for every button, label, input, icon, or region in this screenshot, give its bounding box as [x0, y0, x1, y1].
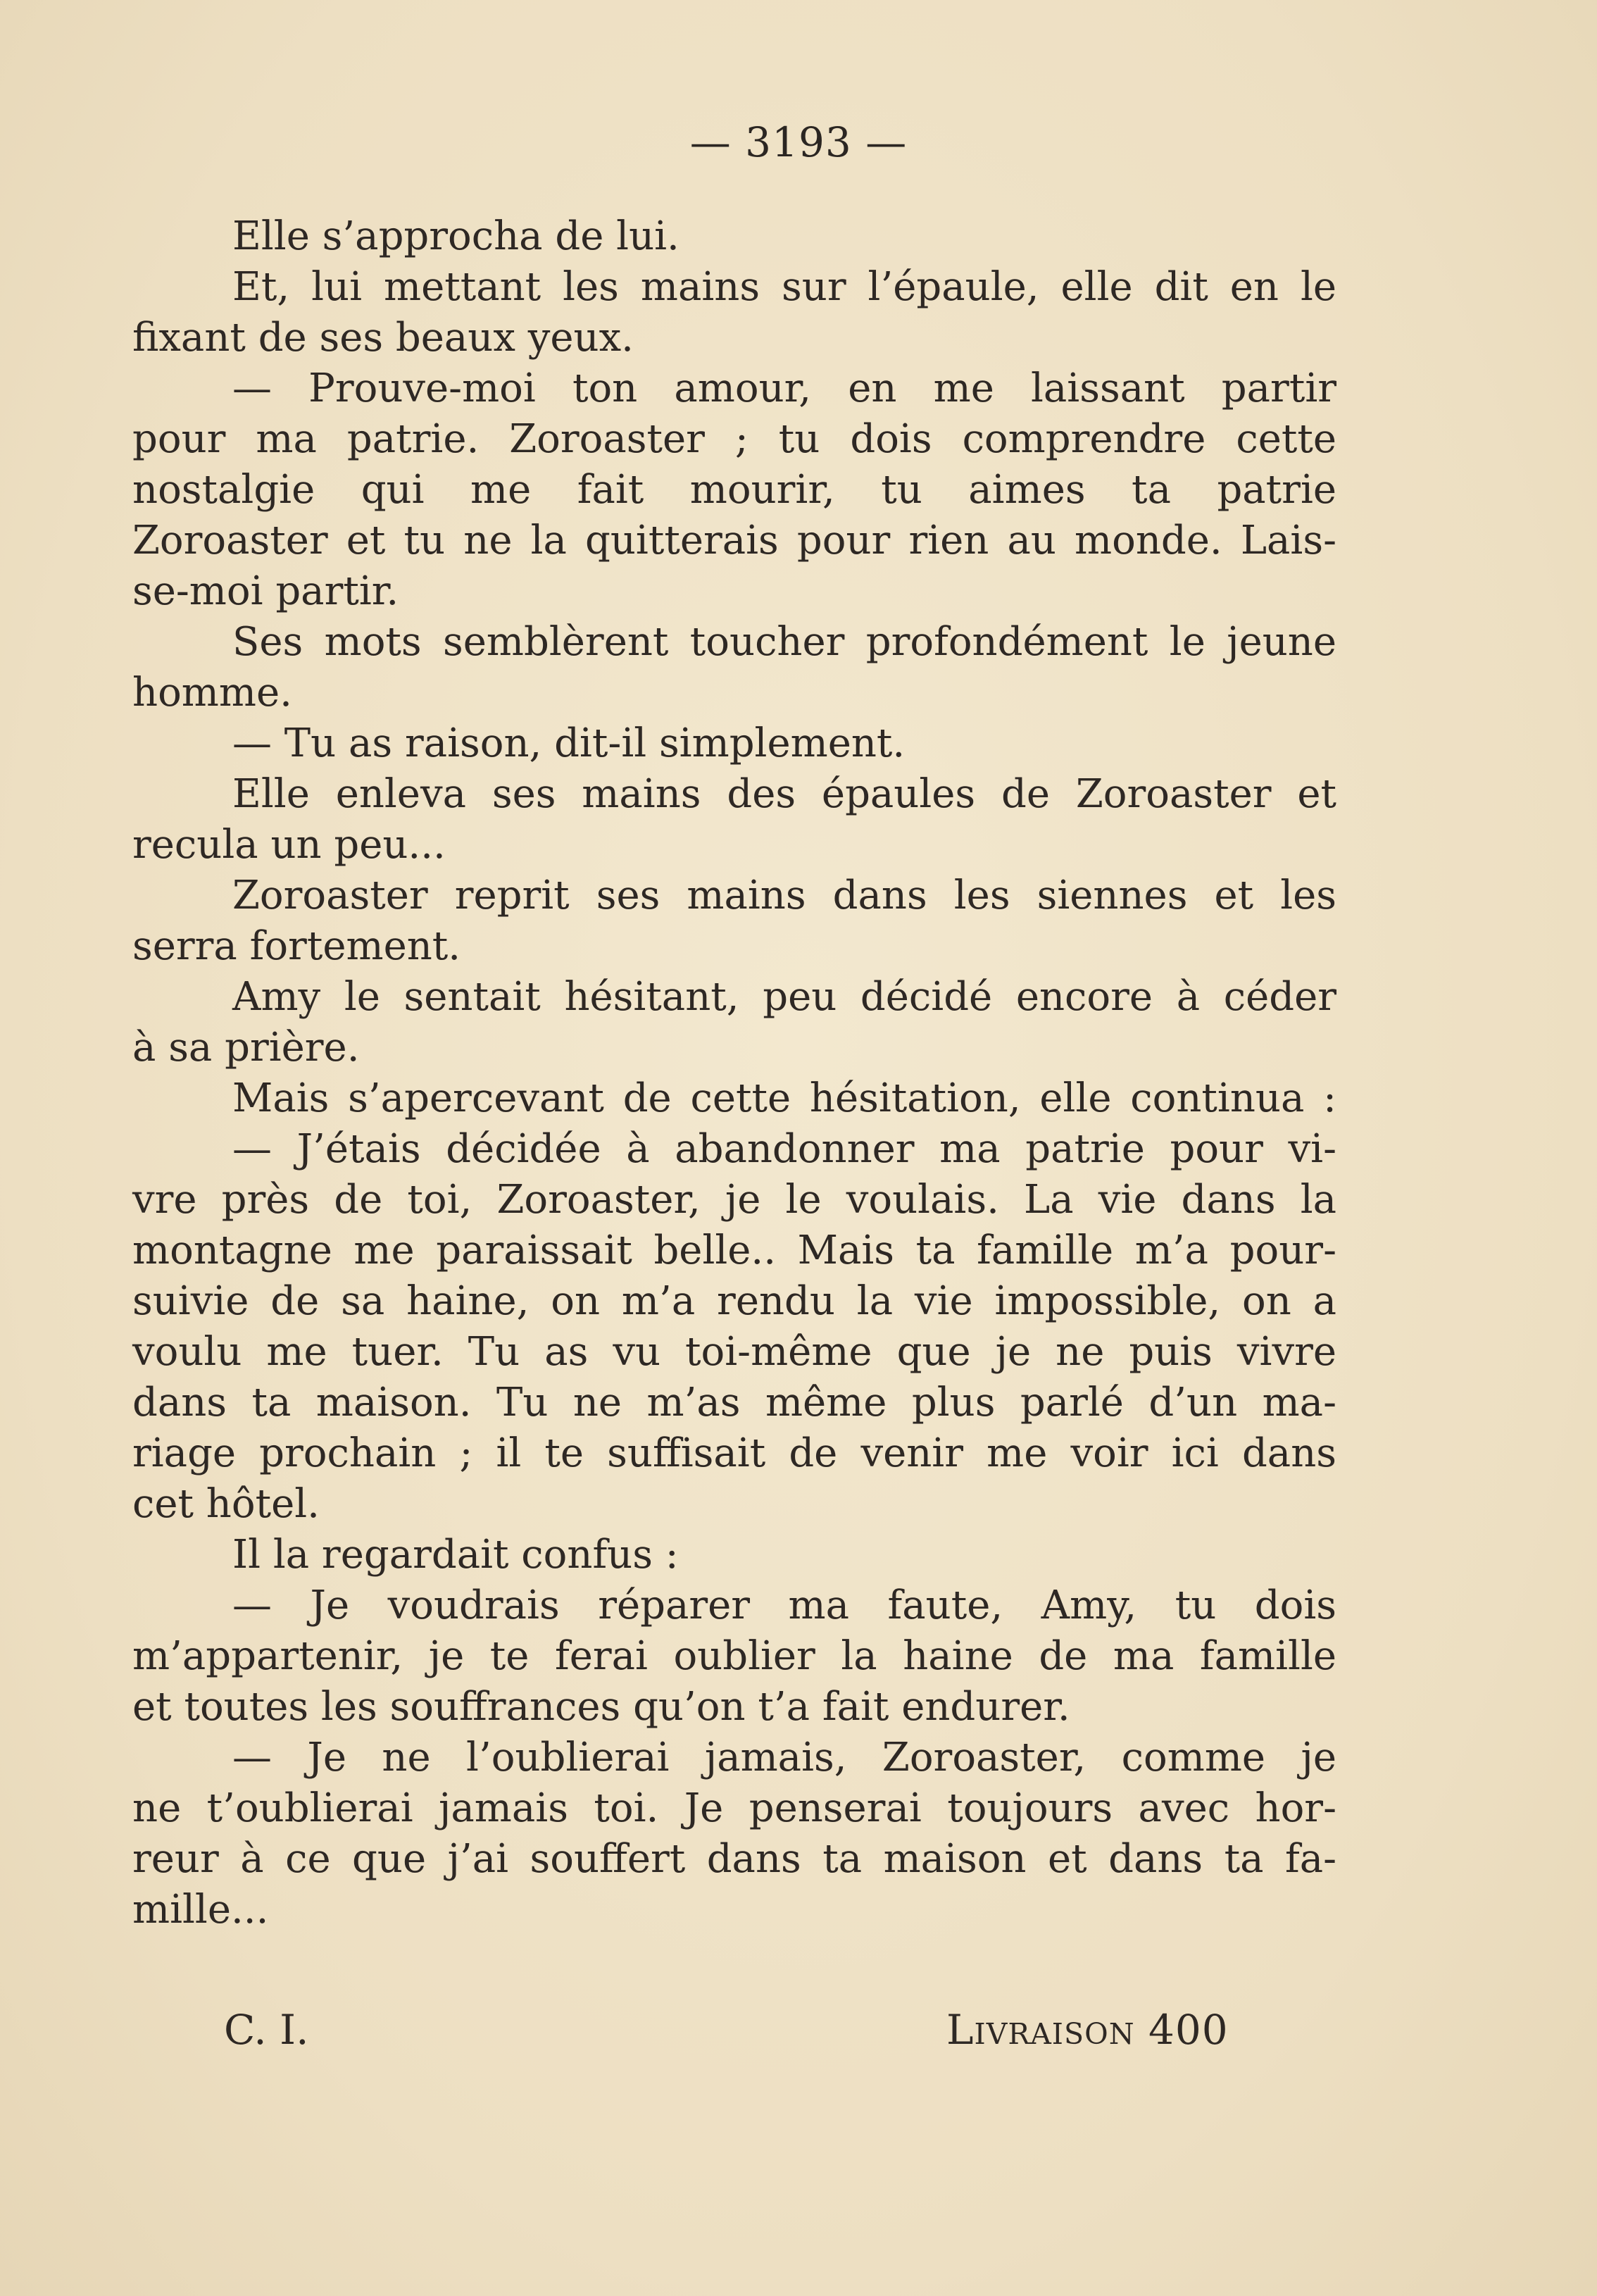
text-line: Il la regardait confus : [232, 1532, 679, 1578]
text-line: fixant de ses beaux yeux. [132, 315, 634, 361]
text-line: Elle enleva ses mains des épaules de Zoroaster et [232, 771, 1336, 817]
text-line: nostalgie qui me fait mourir, tu aimes ta patrie [132, 467, 1336, 513]
text-line: et toutes les souffrances qu’on t’a fait endurer. [132, 1684, 1070, 1730]
text-line: recula un peu... [132, 822, 446, 868]
text-line: Ses mots semblèrent toucher profondément le jeune [232, 619, 1336, 665]
text-line: Elle s’approcha de lui. [232, 213, 679, 259]
text-line: se-moi partir. [132, 568, 399, 614]
text-line: — Tu as raison, dit-il simplement. [232, 720, 906, 766]
text-line: Mais s’apercevant de cette hésitation, elle continua : [232, 1075, 1336, 1121]
text-line: — Je ne l’oublierai jamais, Zoroaster, comme je [232, 1735, 1336, 1780]
text-line: mille... [132, 1887, 269, 1933]
text-line: voulu me tuer. Tu as vu toi-même que je ne puis vivre [132, 1329, 1336, 1375]
body-text [132, 211, 1336, 1935]
text-line: cet hôtel. [132, 1481, 320, 1527]
text-line: ne t’oublierai jamais toi. Je penserai toujours avec hor- [132, 1785, 1336, 1831]
text-line: reur à ce que j’ai souffert dans ta maison et dans ta fa- [132, 1836, 1336, 1882]
text-line: Zoroaster reprit ses mains dans les siennes et les [232, 873, 1336, 918]
text-line: riage prochain ; il te suffisait de venir me voir ici dans [132, 1430, 1336, 1476]
text-line: Amy le sentait hésitant, peu décidé encore à céder [232, 974, 1336, 1020]
footer-livraison: Livraison 400 [946, 2006, 1229, 2054]
text-line: — Prouve-moi ton amour, en me laissant partir [232, 366, 1336, 411]
text-line: Zoroaster et tu ne la quitterais pour rien au monde. Lais- [132, 518, 1336, 563]
footer-signature-mark: C. I. [224, 2006, 309, 2054]
text-line: m’appartenir, je te ferai oublier la haine de ma famille [132, 1633, 1336, 1679]
text-line: à sa prière. [132, 1025, 360, 1071]
text-line: Et, lui mettant les mains sur l’épaule, elle dit en le [232, 264, 1336, 310]
text-line: serra fortement. [132, 923, 461, 969]
text-line: vre près de toi, Zoroaster, je le voulais. La vie dans la [132, 1177, 1336, 1223]
text-line: — Je voudrais réparer ma faute, Amy, tu dois [232, 1583, 1336, 1628]
text-line: dans ta maison. Tu ne m’as même plus parlé d’un ma- [132, 1380, 1336, 1425]
text-line: homme. [132, 670, 292, 716]
text-line: — J’étais décidée à abandonner ma patrie pour vi- [232, 1126, 1336, 1172]
text-line: montagne me paraissait belle.. Mais ta famille m’a pour- [132, 1228, 1336, 1273]
text-line: pour ma patrie. Zoroaster ; tu dois comprendre cette [132, 416, 1336, 462]
text-line: suivie de sa haine, on m’a rendu la vie impossible, on a [132, 1278, 1336, 1324]
page-number: — 3193 — [689, 118, 908, 166]
